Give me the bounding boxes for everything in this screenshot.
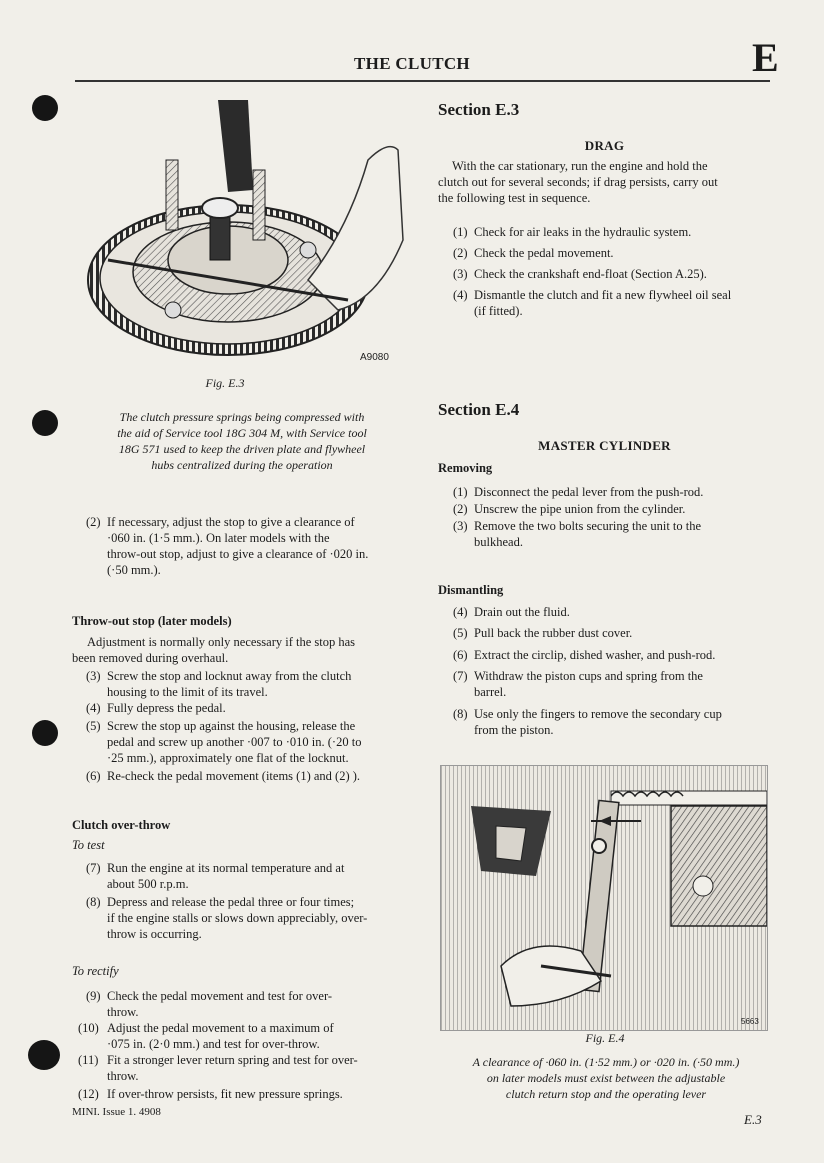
item-line: Re-check the pedal movement (items (1) and (2) ). (107, 769, 361, 783)
item-line: throw-out stop, adjust to give a clearance of ·020 in. (107, 547, 369, 561)
figure-e4-code: 5663 (741, 1017, 759, 1026)
caption-line: 18G 571 used to keep the driven plate and flywheel (118, 442, 366, 456)
item-number: (10) (78, 1021, 99, 1035)
item-number: (7) (86, 861, 101, 875)
overthrow-heading: Clutch over-throw (72, 818, 171, 832)
item-line: Check the pedal movement. (474, 246, 614, 260)
item-line: Fit a stronger lever return spring and test for over- (107, 1053, 358, 1067)
item-number: (12) (78, 1087, 99, 1101)
item-number: (8) (86, 895, 101, 909)
item-number: (2) (86, 515, 101, 529)
item-line: Withdraw the piston cups and spring from the (474, 669, 703, 683)
item-line: Check the pedal movement and test for over- (107, 989, 333, 1003)
figure-e3-image (78, 100, 408, 370)
item-line: throw. (107, 1005, 139, 1019)
caption-line: on later models must exist between the adjustable (486, 1071, 726, 1085)
item-line: Pull back the rubber dust cover. (474, 626, 633, 640)
binder-hole-1 (32, 95, 58, 121)
throwout-heading: Throw-out stop (later models) (72, 614, 232, 628)
item-line: Extract the circlip, dished washer, and push-rod. (474, 648, 716, 662)
throwout-intro (72, 634, 407, 666)
figure-e4-caption (436, 1054, 776, 1102)
item-number: (3) (453, 519, 468, 533)
item-line: ·075 in. (2·0 mm.) and test for over-throw. (107, 1037, 320, 1051)
item-line: Check for air leaks in the hydraulic system. (474, 225, 692, 239)
binder-hole-3 (32, 720, 58, 746)
binder-hole-4 (28, 1040, 60, 1070)
item-line: Unscrew the pipe union from the cylinder. (474, 502, 686, 516)
footer-issue: MINI. Issue 1. 4908 (72, 1106, 161, 1118)
master-cylinder-heading: MASTER CYLINDER (538, 438, 671, 453)
figure-e3-caption (72, 409, 412, 473)
item-line: Depress and release the pedal three or four times; (107, 895, 355, 909)
header-rule (75, 80, 770, 82)
figure-e4-label: Fig. E.4 (585, 1031, 625, 1045)
item-line: Use only the fingers to remove the secondary cup (474, 707, 722, 721)
item-line: (if fitted). (474, 304, 523, 318)
item-line: housing to the limit of its travel. (107, 685, 268, 699)
item-number: (7) (453, 669, 468, 683)
item-number: (1) (453, 225, 468, 239)
removing-heading: Removing (438, 461, 493, 475)
caption-line: A clearance of ·060 in. (1·52 mm.) or ·020 in. (·50 mm.) (472, 1055, 740, 1069)
item-number: (2) (453, 502, 468, 516)
intro-line: clutch out for several seconds; if drag persists, carry out (438, 175, 718, 189)
to-rectify-label: To rectify (72, 964, 119, 978)
item-line: Run the engine at its normal temperature and at (107, 861, 345, 875)
item-line: from the piston. (474, 723, 554, 737)
item-line: If necessary, adjust the stop to give a clearance of (107, 515, 355, 529)
item-number: (11) (78, 1053, 99, 1067)
item-number: (8) (453, 707, 468, 721)
figure-e4-image (440, 765, 768, 1031)
item-line: pedal and screw up another ·007 to ·010 in. (·20 to (107, 735, 362, 749)
item-line: Remove the two bolts securing the unit to the (474, 519, 702, 533)
item-line: Screw the stop and locknut away from the clutch (107, 669, 352, 683)
item-line: Dismantle the clutch and fit a new flywheel oil seal (474, 288, 732, 302)
drag-intro (438, 158, 771, 206)
item-line: Check the crankshaft end-float (Section A.25). (474, 267, 707, 281)
item-number: (1) (453, 485, 468, 499)
to-test-label: To test (72, 838, 105, 852)
item-line: bulkhead. (474, 535, 523, 549)
item-line: (·50 mm.). (107, 563, 161, 577)
item-number: (9) (86, 989, 101, 1003)
page-title: THE CLUTCH (354, 54, 470, 73)
item-line: ·060 in. (1·5 mm.). On later models with the (107, 531, 330, 545)
item-number: (6) (453, 648, 468, 662)
item-line: if the engine stalls or slows down appreciably, over- (107, 911, 368, 925)
page-number: E.3 (744, 1112, 762, 1127)
binder-hole-2 (32, 410, 58, 436)
caption-line: clutch return stop and the operating lever (505, 1087, 707, 1101)
dismantling-heading: Dismantling (438, 583, 504, 597)
item-line: Screw the stop up against the housing, release the (107, 719, 356, 733)
item-line: If over-throw persists, fit new pressure springs. (107, 1087, 343, 1101)
caption-line: hubs centralized during the operation (151, 458, 333, 472)
section-e4-heading: Section E.4 (438, 400, 520, 419)
intro-line: Adjustment is normally only necessary if the stop has (87, 635, 356, 649)
item-number: (4) (453, 605, 468, 619)
drag-heading: DRAG (584, 138, 625, 153)
item-number: (5) (453, 626, 468, 640)
item-number: (5) (86, 719, 101, 733)
item-number: (4) (86, 701, 101, 715)
caption-line: the aid of Service tool 18G 304 M, with Service tool (117, 426, 367, 440)
item-line: Fully depress the pedal. (107, 701, 226, 715)
figure-e3-label: Fig. E.3 (205, 376, 245, 390)
caption-line: The clutch pressure springs being compressed with (119, 410, 365, 424)
item-line: Drain out the fluid. (474, 605, 570, 619)
intro-line: been removed during overhaul. (72, 651, 229, 665)
item-number: (6) (86, 769, 101, 783)
section-e3-heading: Section E.3 (438, 100, 520, 119)
intro-line: With the car stationary, run the engine and hold the (452, 159, 708, 173)
item-number: (4) (453, 288, 468, 302)
item-number: (3) (86, 669, 101, 683)
item-number: (3) (453, 267, 468, 281)
figure-e3-code: A9080 (360, 352, 389, 363)
item-line: about 500 r.p.m. (107, 877, 189, 891)
item-line: Adjust the pedal movement to a maximum of (107, 1021, 334, 1035)
item-line: ·25 mm.), approximately one flat of the locknut. (107, 751, 349, 765)
item-number: (2) (453, 246, 468, 260)
intro-line: the following test in sequence. (438, 191, 591, 205)
section-letter: E (752, 35, 779, 80)
item-line: throw is occurring. (107, 927, 202, 941)
item-line: barrel. (474, 685, 507, 699)
item-line: throw. (107, 1069, 139, 1083)
item-line: Disconnect the pedal lever from the push-rod. (474, 485, 704, 499)
